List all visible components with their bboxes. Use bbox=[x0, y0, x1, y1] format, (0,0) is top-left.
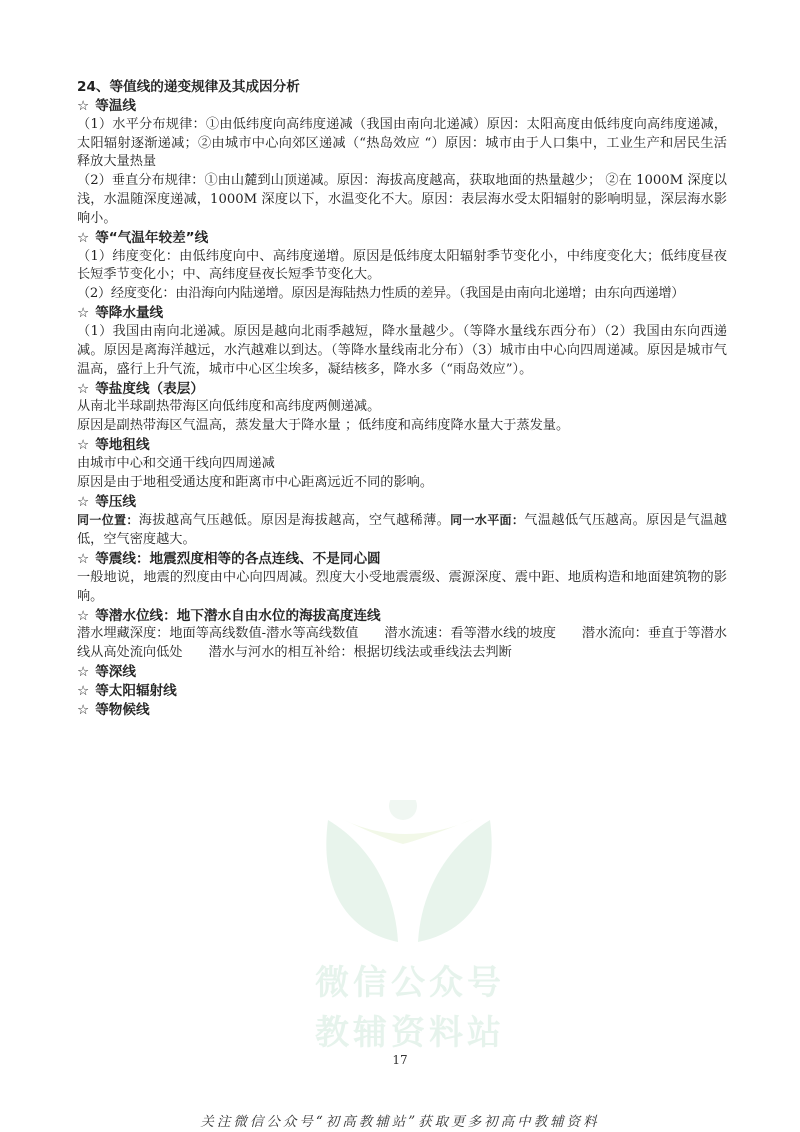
section-heading-water-table: ☆ 等潜水位线：地下潜水自由水位的海拔高度连线 bbox=[77, 607, 381, 624]
paragraph: 潜水埋藏深度：地面等高线数值-潜水等高线数值 潜水流速：看等潜水线的坡度 潜水流向：垂直于等潜水线从高处流向低处 潜水与河水的相互补给：根据切线法或垂线法去判断 bbox=[77, 626, 727, 661]
label-same-level: 同一水平面： bbox=[450, 513, 525, 528]
watermark bbox=[300, 800, 520, 1053]
section-heading-isotherm: ☆ 等温线 bbox=[77, 97, 136, 114]
star-icon: ☆ bbox=[77, 493, 90, 510]
paragraph: 同一位置：海拔越高气压越低。原因是海拔越高，空气越稀薄。同一水平面：气温越低气压越高。原因是气温越低，空气密度越大。 bbox=[77, 513, 727, 548]
paragraph: 原因是由于地租受通达度和距离市中心距离远近不同的影响。 bbox=[77, 474, 434, 490]
document-body bbox=[77, 78, 727, 720]
section-heading-phenology: ☆ 等物候线 bbox=[77, 701, 150, 718]
leaf-sprout-logo-icon bbox=[300, 800, 520, 950]
paragraph: （2）垂直分布规律：①由山麓到山顶递减。原因：海拔高度越高，获取地面的热量越少； ②在 1000M 深度以浅，水温随深度递减，1000M 深度以下，水温变化不大。原因：表层海水受太阳辐射的影响明显，深层海水影响小。 bbox=[77, 173, 727, 226]
paragraph: （1）我国由南向北递减。原因是越向北雨季越短，降水量越少。（等降水量线东西分布）（2）我国由东向西递减。原因是离海洋越远，水汽越难以到达。（等降水量线南北分布）（3）城市由中心向四周递减。原因是城市气温高，盛行上升气流，城市中心区尘埃多，凝结核多，降水多（“雨岛效应”）。 bbox=[77, 323, 727, 377]
watermark-line-2: 教辅资料站 bbox=[315, 1013, 505, 1053]
section-heading-isobar: ☆ 等压线 bbox=[77, 493, 136, 510]
star-icon: ☆ bbox=[77, 701, 90, 718]
star-icon: ☆ bbox=[77, 229, 90, 246]
paragraph: 从南北半球副热带海区向低纬度和高纬度两侧递减。 bbox=[77, 399, 381, 415]
section-heading-isobath: ☆ 等深线 bbox=[77, 664, 136, 681]
paragraph: 一般地说，地震的烈度由中心向四周减。烈度大小受地震震级、震源深度、震中距、地质构造和地面建筑物的影响。 bbox=[77, 569, 727, 604]
star-icon: ☆ bbox=[77, 97, 90, 114]
paragraph: （1）纬度变化：由低纬度向中、高纬度递增。原因是低纬度太阳辐射季节变化小，中纬度变化大；低纬度昼夜长短季节变化小；中、高纬度昼夜长短季节变化大。 bbox=[77, 248, 727, 283]
footer-banner: 关注微信公众号“初高教辅站”获取更多初高中教辅资料 bbox=[200, 1114, 600, 1130]
star-icon: ☆ bbox=[77, 551, 90, 568]
star-icon: ☆ bbox=[77, 664, 90, 681]
watermark-line-1: 微信公众号 bbox=[315, 963, 505, 1003]
star-icon: ☆ bbox=[77, 305, 90, 322]
page-number: 17 bbox=[392, 1053, 408, 1067]
document-title: 24、等值线的递变规律及其成因分析 bbox=[77, 79, 300, 95]
label-same-position: 同一位置： bbox=[77, 513, 139, 528]
section-heading-isohyet: ☆ 等降水量线 bbox=[77, 305, 164, 322]
section-heading-solar-radiation: ☆ 等太阳辐射线 bbox=[77, 683, 177, 699]
star-icon: ☆ bbox=[77, 683, 90, 699]
section-heading-land-rent: ☆ 等地租线 bbox=[77, 437, 150, 454]
section-heading-salinity: ☆ 等盐度线（表层） bbox=[77, 380, 204, 397]
paragraph: 由城市中心和交通干线向四周递减 bbox=[77, 455, 275, 471]
star-icon: ☆ bbox=[77, 380, 90, 397]
section-heading-annual-range: ☆ 等“气温年较差”线 bbox=[77, 229, 209, 246]
paragraph: （1）水平分布规律：①由低纬度向高纬度递减（我国由南向北递减）原因：太阳高度由低纬度向高纬度递减，太阳辐射逐渐递减；②由城市中心向郊区递减（“热岛效应 “）原因：城市由于人口集中，工业生产和居民生活释放大量热量 bbox=[77, 116, 727, 170]
star-icon: ☆ bbox=[77, 437, 90, 454]
section-heading-isoseismal: ☆ 等震线：地震烈度相等的各点连线、不是同心圆 bbox=[77, 551, 381, 568]
paragraph: 原因是副热带海区气温高，蒸发量大于降水量 ；低纬度和高纬度降水量大于蒸发量。 bbox=[77, 418, 570, 434]
paragraph: （2）经度变化：由沿海向内陆递增。原因是海陆热力性质的差异。（我国是由南向北递增；由东向西递增） bbox=[77, 286, 685, 302]
star-icon: ☆ bbox=[77, 607, 90, 624]
